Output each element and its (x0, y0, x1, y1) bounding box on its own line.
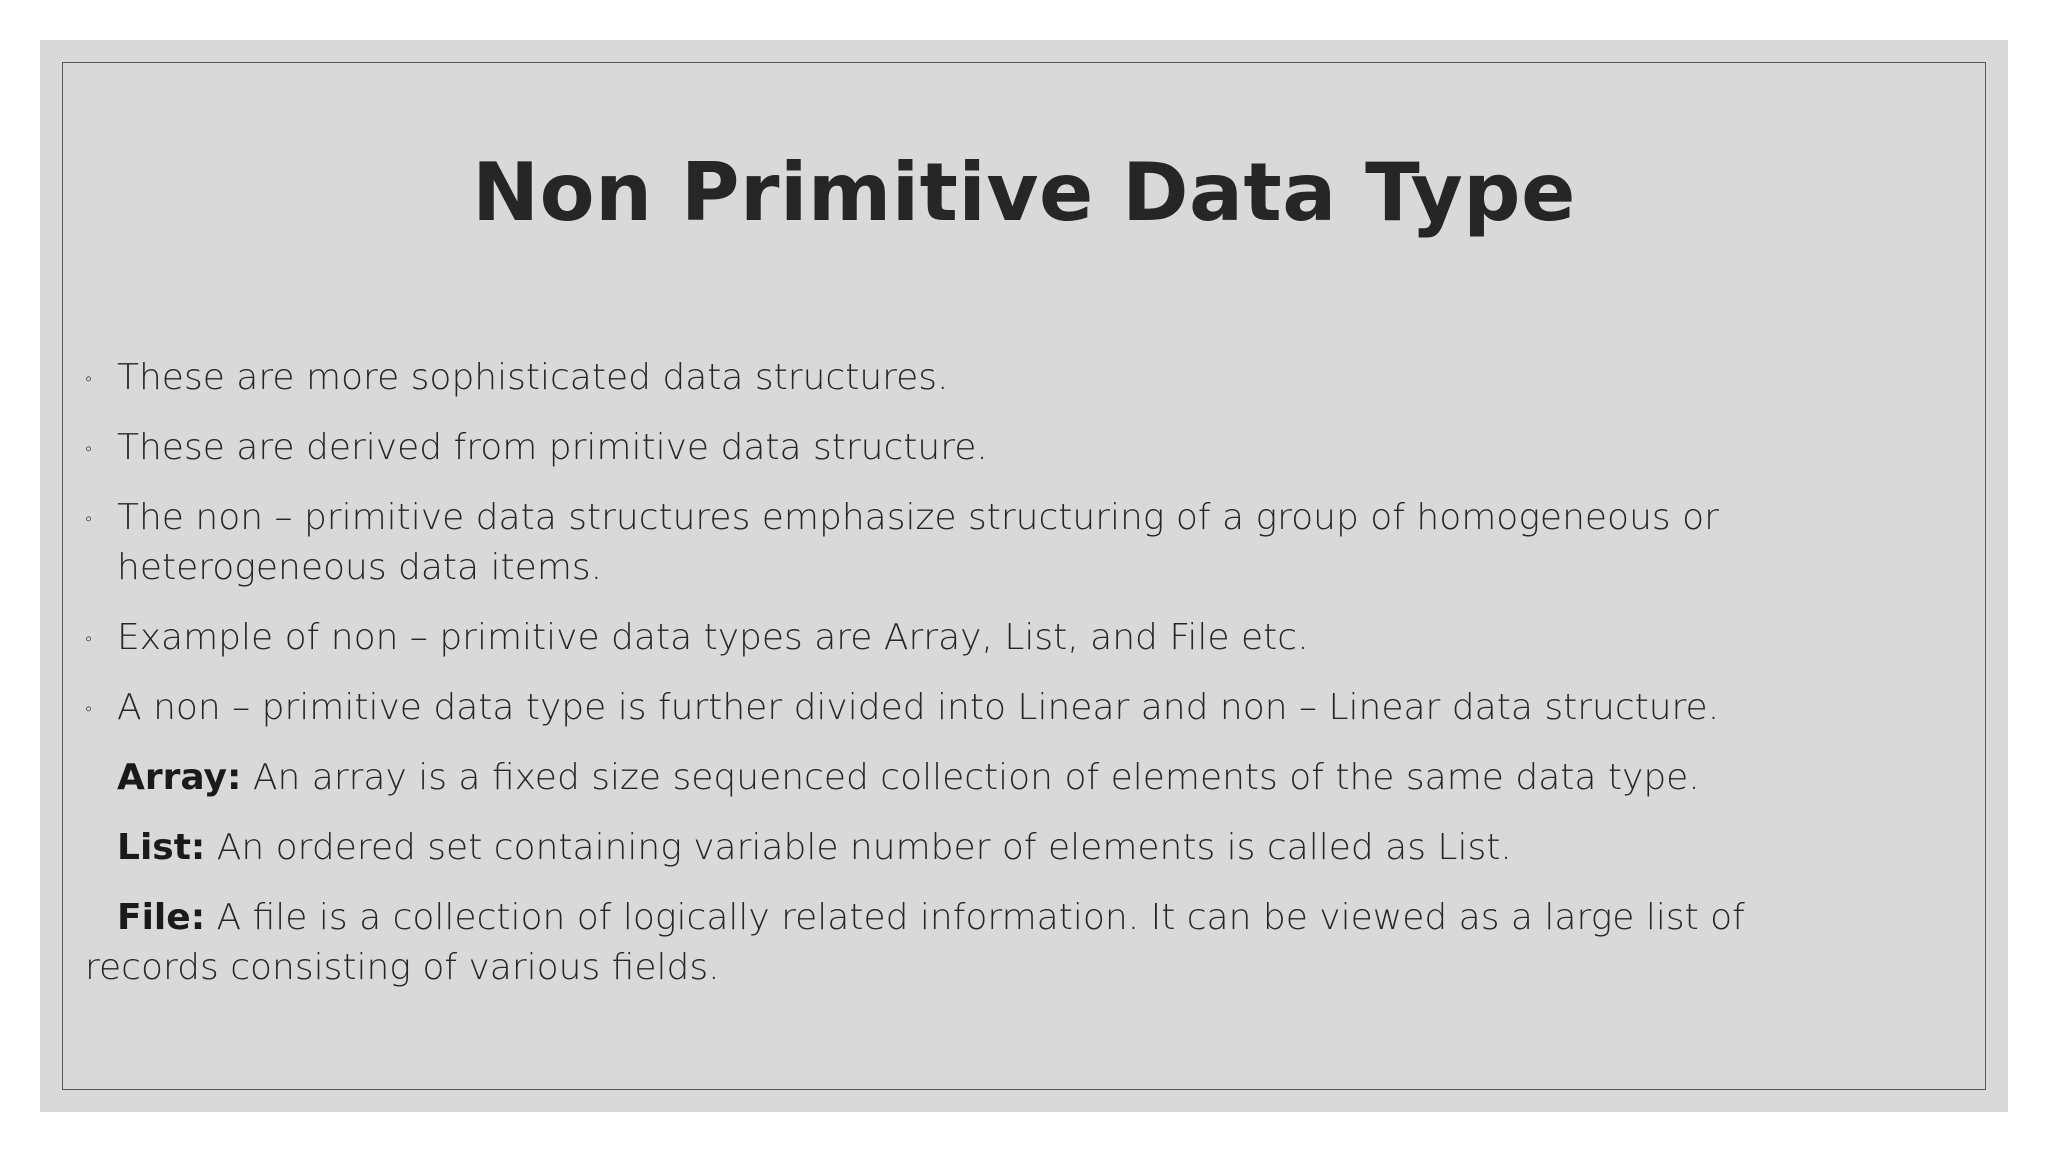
bullet-text: Example of non – primitive data types are Array, List, and File etc. (117, 617, 1309, 658)
bullet-marker: ◦ (85, 436, 93, 460)
slide-title: Non Primitive Data Type (472, 146, 1576, 239)
definition-term: File: (117, 897, 206, 938)
definition-term: Array: (117, 757, 242, 798)
bullet-item (85, 613, 1925, 663)
definition-array (85, 753, 1925, 803)
definition-list (85, 823, 1925, 873)
bullet-text: A non – primitive data type is further divided into Linear and non – Linear data structure. (117, 687, 1720, 728)
definition-file (85, 893, 1825, 993)
definition-text: An array is a fixed size sequenced collection of elements of the same data type. (252, 757, 1700, 798)
bullet-item (85, 683, 1925, 733)
slide (40, 40, 2008, 1112)
bullet-text: These are more sophisticated data structures. (117, 357, 949, 398)
bullet-marker: ◦ (85, 696, 93, 720)
definition-text: A file is a collection of logically related information. It can be viewed as a large list of records consisting of various fields. (85, 897, 1745, 988)
bullet-item (85, 353, 1925, 403)
definition-term: List: (117, 827, 206, 868)
bullet-text: The non – primitive data structures emphasize structuring of a group of homogeneous or heterogeneous data items. (117, 497, 1719, 588)
bullet-marker: ◦ (85, 626, 93, 650)
bullet-item (85, 493, 1925, 593)
bullet-marker: ◦ (85, 366, 93, 390)
definition-text: An ordered set containing variable number of elements is called as List. (216, 827, 1512, 868)
bullet-text: These are derived from primitive data structure. (117, 427, 988, 468)
bullet-item (85, 423, 1925, 473)
bullet-marker: ◦ (85, 506, 93, 530)
